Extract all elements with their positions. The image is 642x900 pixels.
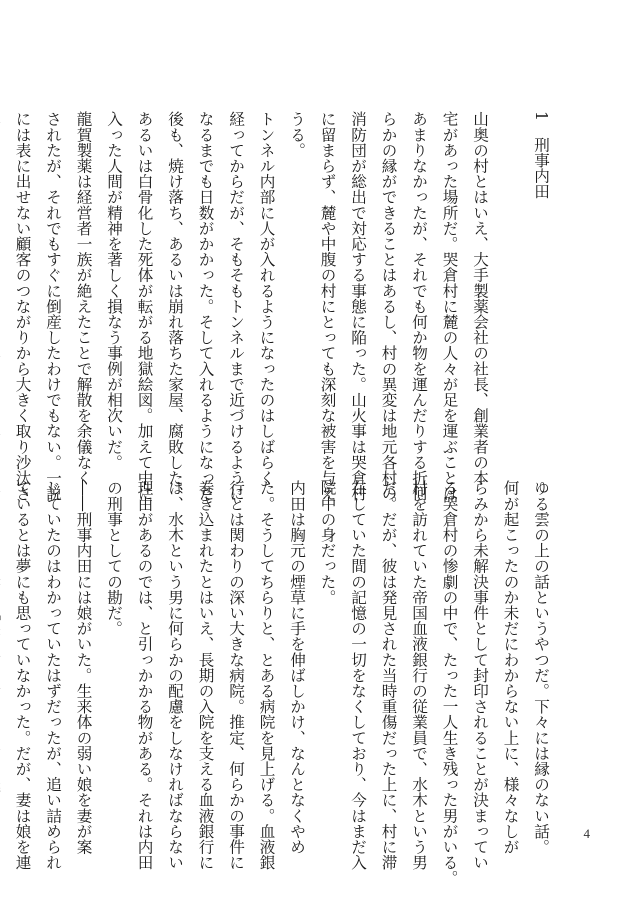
text-column — [0, 480, 7, 830]
text-column: 入った人間が精神を著しく損なう事例が相次いだ。 — [105, 111, 123, 470]
text-column — [0, 111, 7, 461]
text-column: じていたのはわかっていたはずだったが、追い詰められ — [44, 480, 62, 870]
text-column: 院中の身だった。 — [318, 480, 337, 605]
text-column: 消防団が総出で対応する事態に陥った。山火事は哭倉村 — [349, 111, 367, 501]
text-column: た。そうしてちらりと、とある病院を見上げる。血液銀 — [257, 480, 276, 870]
text-column: ているとは夢にも思っていなかった。だが、妻は娘を連 — [13, 480, 32, 870]
chapter-number: 1 — [532, 111, 550, 121]
text-column: されたが、それでもすぐに倒産したわけでもない。一説 — [44, 111, 62, 501]
blank-line — [495, 111, 526, 461]
text-column: 巻き込まれたとはいえ、長期の入院を支える血液銀行に — [196, 480, 215, 870]
text-column: あまりなかったが、それでも何か物を運んだりする折何 — [410, 111, 428, 501]
text-column: には表に出せない顧客のつながりから大きく取り沙汰さ — [13, 111, 32, 501]
text-column: る哭倉村の惨劇の中で、たった一人生き残った男がいる。 — [440, 480, 459, 886]
text-column: の刑事としての勘だ。 — [105, 480, 123, 636]
text-column: らみから未解決事件として封印されることが決まってい — [471, 480, 489, 870]
text-column: トンネル内部に人が入れるようになったのはしばらく — [257, 111, 276, 486]
text-column: 後も、焼け落ち、あるいは崩れ落ちた家屋、腐敗した、 — [166, 111, 184, 501]
text-column: に留まらず、麓や中腹の村にとっても深刻な被害を与え — [318, 111, 337, 501]
text-column: 理由があるのでは、と引っかかる物がある。それは内田 — [135, 480, 154, 870]
text-column: 宅があった場所だ。哭倉村に麓の人々が足を運ぶことは — [440, 111, 459, 501]
lower-text-block — [0, 480, 556, 886]
text-column: ――刑事内田には娘がいた。生来体の弱い娘を妻が案 — [74, 480, 93, 855]
text-column: ゆる雲の上の話というやつだ。下々には縁のない話。 — [532, 480, 550, 855]
text-column: 村を訪れていた帝国血液銀行の従業員で、水木という男 — [410, 480, 428, 870]
text-column: だ。だが、彼は発見された当時重傷だった上に、村に滞 — [379, 480, 398, 870]
text-column: は、水木という男に何らかの配慮をしなければならない — [166, 480, 184, 870]
text-column: 内田は胸元の煙草に手を伸ばしかけ、なんとなくやめ — [288, 480, 306, 855]
upper-text-block — [0, 111, 556, 501]
text-column: 経ってからだが、そもそもトンネルまで近づけるように — [227, 111, 245, 501]
text-column: あるいは白骨化した死体が転がる地獄絵図。加えて中に — [135, 111, 154, 501]
text-column: 在していた間の記憶の一切をなくしており、今はまだ入 — [349, 480, 367, 870]
text-column: らかの縁ができることはあるし、村の異変は地元各村の — [379, 111, 398, 501]
text-column: 山奥の村とはいえ、大手製薬会社の社長、創業者の本 — [471, 111, 489, 486]
text-column: 行とは関わりの深い大きな病院。推定、何らかの事件に — [227, 480, 245, 870]
page-number: 4 — [583, 826, 590, 841]
text-column: うる。 — [288, 111, 306, 158]
chapter-heading — [526, 111, 557, 461]
text-column: 龍賀製薬は経営者一族が絶えたことで解散を余儀なく — [74, 111, 93, 486]
text-column: 何が起こったのか未だにわからない上に、様々なしが — [501, 480, 520, 855]
text-column: なるまでも日数がかかった。そして入れるようになった — [196, 111, 215, 501]
chapter-title: 刑事内田 — [532, 136, 550, 199]
